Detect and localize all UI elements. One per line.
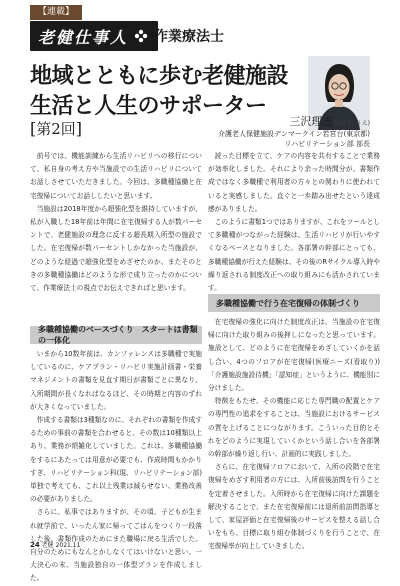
body-column-right-2 — [208, 316, 380, 554]
series-topic: 作業療法士 — [154, 29, 224, 45]
section-heading: 多職種協働のベースづくり スタートは書類の一体化 — [30, 326, 202, 344]
title-line-2: 生活と人生のサポーター — [30, 94, 267, 119]
author-name: 三沢理恵(みさわ りえ) — [289, 115, 370, 128]
flower-icon — [134, 29, 148, 43]
section-heading: 多職種協働で行う在宅復帰の体制づくり — [208, 294, 380, 312]
paragraph: 当施設は2018年度から超強化型を維持していますが、私が入職した18年前は年間に在宅復帰する人が数パーセントで、老健施設の理念に反する超長期入所型の施設でした。在宅復帰が数パーセントしかなかった当施設が、どのような経過で超強化型をめざせたのか、またそのときの多職種協働はどのような形で成り立ったのかについて、作業療法士の視点でお伝えできればと思います。 — [30, 204, 202, 293]
paragraph: さらに、在宅復帰フロアにおいて、入所の段階で在宅復帰をめざす利用者の方には、入所前後訪問を行うことを定着させました。入所時から在宅復帰に向けた課題を解決することで、また在宅復帰前には退所前訪問指導として、家屋評価と在宅復帰後のサービスを整える話し合いをもち、目標に取り組む体制づくりを行うことで、在宅復帰率が向上していきました。 — [208, 463, 380, 551]
episode-number: 第2回 — [36, 119, 76, 138]
paragraph: 特徴をもたせ、その機能に応じた専門職の配置とケアの専門性の追求をすることは、当施設におけるサービスの質を上げることにつながります。こういった目的とそれをどのように実現していくかという話し合いを各部署の幹部が繰り返し行い、計画的に実践しました。 — [208, 397, 380, 459]
series-logo-text: 老健仕事人 — [38, 27, 129, 47]
article-title — [30, 62, 320, 122]
paragraph: さらに、私事ではありますが、その頃、子どもが生まれ就学前で、いったん家に帰ってごはんをつくり一段落した後、書類作成のためにまた職場に戻る生活でした。自分のためにもなんとかしなくてはいけないと思い、一大決心の末、当施設独自の一体型プランを作成しました。 — [30, 508, 202, 583]
paragraph: いまから10数年前は、カンファレンスは多職種で実施しているのに、ケアプラン・リハビリ実施計画書・栄養マネジメントの書類を見直す期日が書類ごとに異なり、入所期間が長くなればなるほど、その時期と内容のずれが大きくなっていました。 — [30, 350, 202, 411]
paragraph: 在宅復帰の強化に向けた制度改正は、当施設の在宅復帰に向けた取り組みの後押しになったと思っています。施設として、どのように在宅復帰をめざしていくかを話し合い、4つのフロアが在宅復帰(医療ニーズ(看取り))「介護施設施設待機」「認知症」というように、機能別に分けました。 — [208, 318, 380, 393]
page-footer — [30, 540, 80, 549]
title-line-1: 地域とともに歩む老健施設 — [30, 64, 289, 89]
paragraph: このように書類1つではありますが、これをツールとして多職種がつながった経験は、生活リハビリが行いやすくなるベースとなりました。各部署の幹部にとっても、多職種協働が行えた経験は、その後のRサイクル導入時や繰り返される制度改正への取り組みにも活かされています。 — [208, 218, 380, 293]
page-number: 24 — [30, 541, 40, 549]
paragraph: 作成する書類は3種類なのに、それぞれの書類を作成するための事前の書類を合わせると、その数は10種類以上あり、業務が煩雑化していました。これは、多職種協働をするにあたっては用意が必要でも、作成時間もかかりすぎ、リハビリテーション科(現、リハビリテーション部)単独で考えても、これ以上残業は減らせない、業務改善の必要がありました。 — [30, 416, 202, 504]
body-column-right — [208, 150, 380, 295]
series-logo — [30, 21, 158, 51]
author-affiliation: 介護老人保健施設デンマークイン若宮台(東京都) リハビリテーション部 部長 — [218, 130, 370, 148]
series-header — [0, 0, 400, 52]
body-column-left — [30, 150, 202, 295]
series-badge: 【連載】 — [30, 5, 82, 20]
paragraph: 前号では、機能訓練から生活リハビリへの移行について、私自身の考え方や当施設での生活リハビリについてお話しさせていただきました。今回は、多職種協働と在宅復帰についてお話ししたいと思います。 — [30, 152, 202, 200]
issue-label: 老健 2021.11 — [41, 542, 81, 549]
episode-label: [ 第2回 ] — [30, 118, 83, 138]
body-column-left-2 — [30, 348, 202, 586]
paragraph: 読った目標を立て、ケアの内容を共有することで業務が効率化しました。それにより余った時間分が、書類作成ではなく多職種で利用者の方々との関わりに使われていると実感しました。直ぐと一歩踏み出せたという達成感がありました。 — [208, 152, 380, 213]
